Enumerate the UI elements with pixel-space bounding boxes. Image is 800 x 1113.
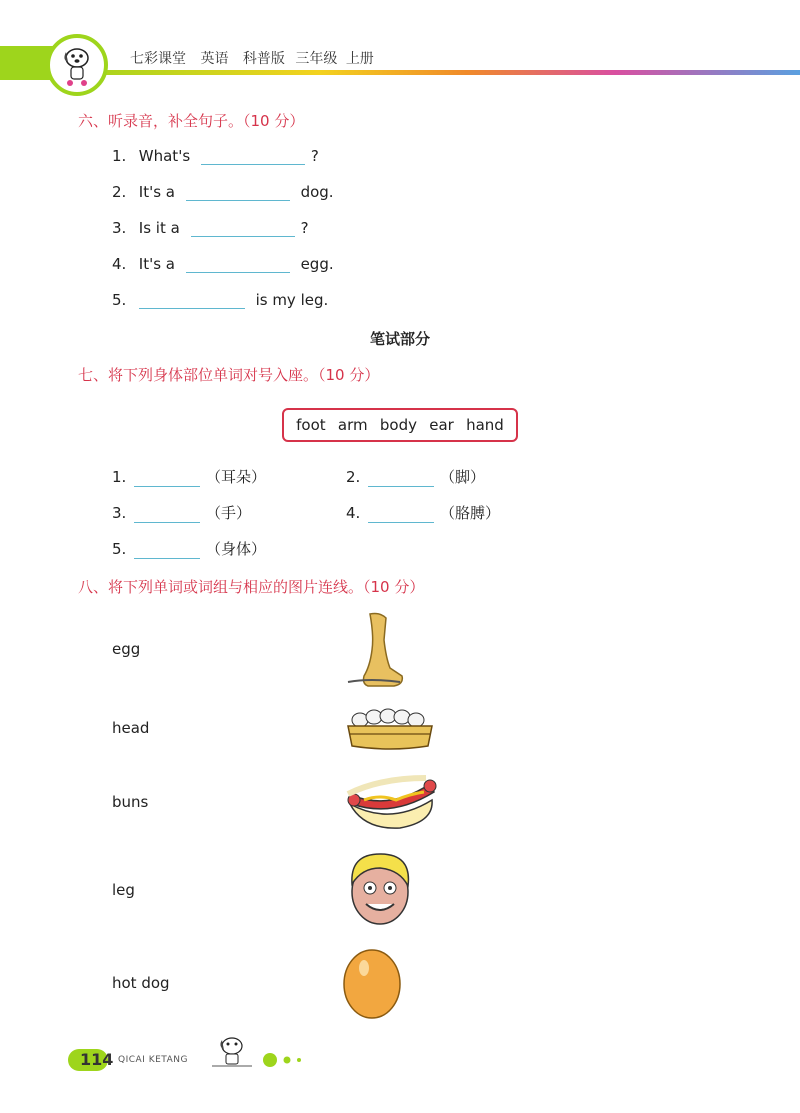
dog-footer-icon [208, 1034, 254, 1070]
section7-item-1: 1. （耳朵） [112, 468, 267, 486]
section7-title: 七、将下列身体部位单词对号入座。（10 分） [78, 366, 380, 384]
section7-item-3: 3. （手） [112, 504, 252, 522]
egg-picture-icon[interactable] [340, 944, 440, 1020]
written-part-title: 笔试部分 [369, 330, 430, 348]
section6-item-2: 2. It's a dog. [112, 183, 334, 201]
match-word-leg[interactable]: leg [112, 881, 135, 899]
header-subject: 英语 [200, 51, 229, 67]
hot-dog-picture-icon[interactable] [340, 770, 440, 834]
answer-blank[interactable] [186, 254, 290, 273]
section8-title: 八、将下列单词或词组与相应的图片连线。（10 分） [78, 578, 425, 596]
section6-item-3: 3. Is it a ? [112, 219, 309, 237]
header-title [130, 48, 384, 68]
header-volume: 上册 [345, 51, 374, 67]
page-number: 114 [80, 1050, 114, 1069]
word-bank-word: body [379, 416, 417, 434]
footer-brand: QICAI KETANG [118, 1055, 188, 1065]
header-band [0, 40, 800, 84]
answer-blank[interactable] [368, 468, 434, 487]
answer-blank[interactable] [186, 182, 290, 201]
answer-blank[interactable] [191, 218, 295, 237]
answer-blank[interactable] [139, 290, 245, 309]
section7-item-2: 2. （脚） [346, 468, 486, 486]
header-brand: 七彩课堂 [130, 51, 186, 67]
footer-dots-icon [262, 1050, 312, 1070]
word-bank-word: ear [429, 416, 454, 434]
leg-picture-icon[interactable] [340, 610, 440, 690]
section6-item-5: 5. is my leg. [112, 291, 329, 309]
answer-blank[interactable] [134, 468, 200, 487]
answer-blank[interactable] [368, 504, 434, 523]
section7-item-4: 4. （胳膊） [346, 504, 501, 522]
dog-mascot-icon [46, 34, 108, 96]
section6-item-1: 1. What's ? [112, 147, 319, 165]
match-word-hot-dog[interactable]: hot dog [112, 974, 170, 992]
buns-picture-icon[interactable] [340, 700, 440, 756]
head-picture-icon[interactable] [340, 846, 440, 930]
header-grade: 三年级 [295, 51, 338, 67]
answer-blank[interactable] [134, 540, 200, 559]
section6-title: 六、听录音，补全句子。（10 分） [78, 112, 305, 130]
match-word-buns[interactable]: buns [112, 793, 149, 811]
section6-item-4: 4. It's a egg. [112, 255, 334, 273]
answer-blank[interactable] [201, 146, 305, 165]
header-edition: 科普版 [242, 51, 285, 67]
match-word-head[interactable]: head [112, 719, 150, 737]
word-bank-word: arm [337, 416, 368, 434]
word-bank-word: hand [466, 416, 504, 434]
section7-item-5: 5. （身体） [112, 540, 267, 558]
word-bank [282, 408, 518, 442]
answer-blank[interactable] [134, 504, 200, 523]
word-bank-word: foot [296, 416, 326, 434]
match-word-egg[interactable]: egg [112, 640, 141, 658]
